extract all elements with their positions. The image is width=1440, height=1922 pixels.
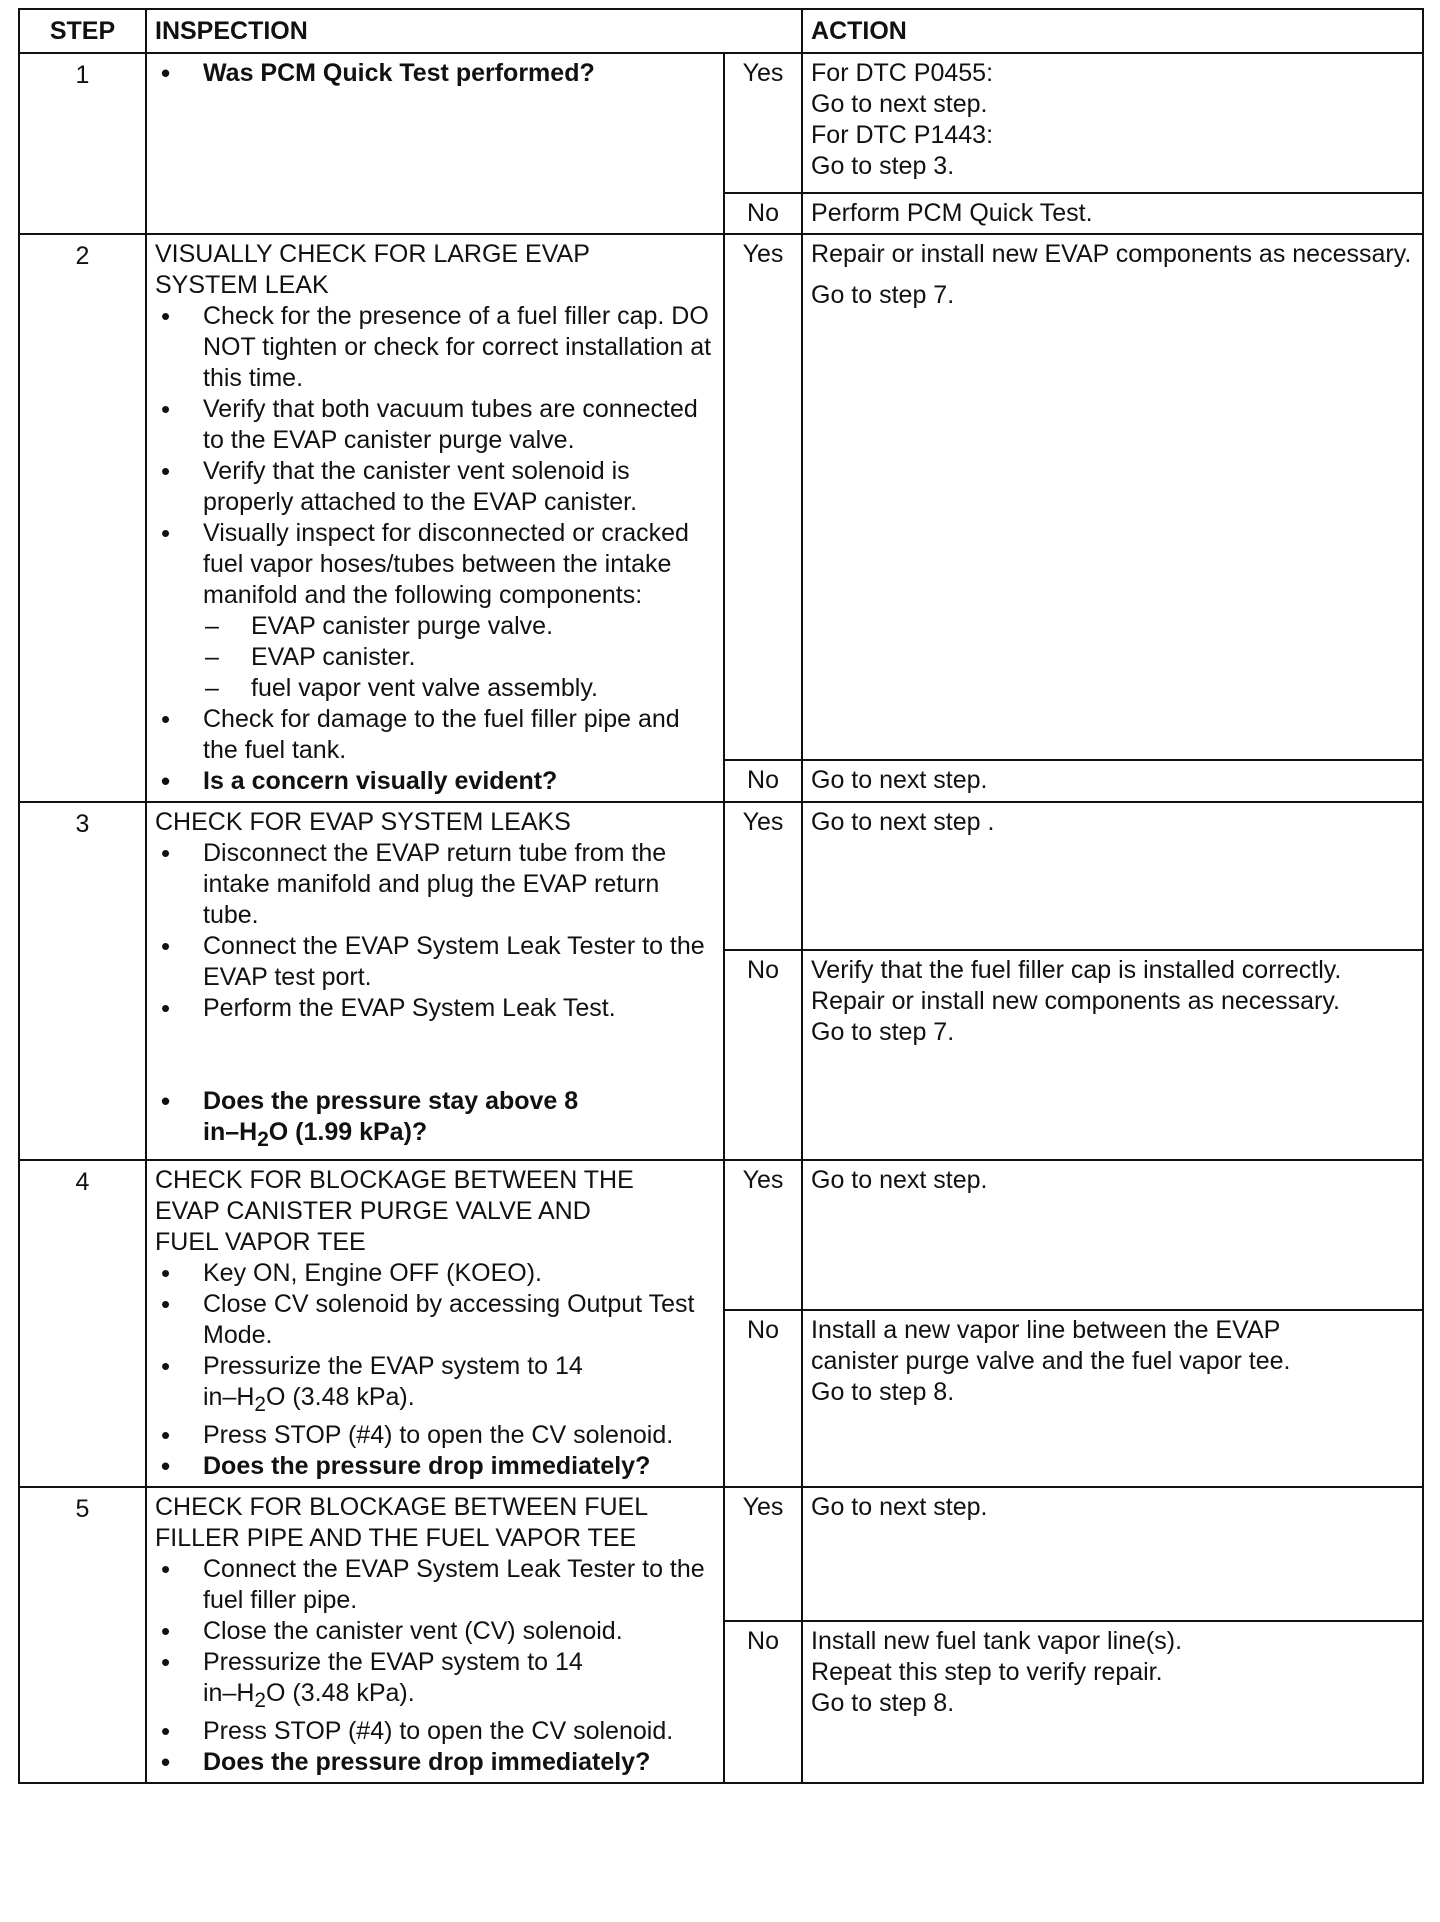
diagnostic-table bbox=[18, 8, 1424, 1784]
yes-action-cell bbox=[802, 234, 1423, 760]
no-label: No bbox=[724, 1621, 802, 1783]
unit-prefix: in–H bbox=[203, 1118, 258, 1146]
inspection-bullet bbox=[155, 1351, 715, 1420]
inspection-heading-line: CHECK FOR EVAP SYSTEM LEAKS bbox=[155, 808, 571, 836]
subscript-two: 2 bbox=[257, 1128, 269, 1151]
inspection-cell bbox=[146, 802, 724, 1160]
inspection-bullet: • Disconnect the EVAP return tube from the intake manifold and plug the EVAP return tube. bbox=[155, 838, 715, 931]
inspection-question: • Does the pressure drop immediately? bbox=[155, 1747, 715, 1778]
inspection-sub-item: – EVAP canister purge valve. bbox=[203, 611, 715, 642]
action-line: Repair or install new components as necessary. bbox=[811, 987, 1340, 1015]
spacer bbox=[155, 1024, 715, 1086]
step-number: 5 bbox=[19, 1487, 146, 1783]
inspection-heading-line: FUEL VAPOR TEE bbox=[155, 1228, 366, 1256]
no-action-cell bbox=[802, 193, 1423, 234]
yes-label: Yes bbox=[724, 802, 802, 950]
unit-prefix: in–H bbox=[203, 1679, 255, 1707]
inspection-bullet: • Key ON, Engine OFF (KOEO). bbox=[155, 1258, 715, 1289]
action-line: Go to step 8. bbox=[811, 1689, 955, 1717]
yes-action-cell bbox=[802, 802, 1423, 950]
yes-label: Yes bbox=[724, 1160, 802, 1310]
no-label: No bbox=[724, 760, 802, 802]
paragraph-gap bbox=[811, 270, 1414, 280]
action-line: Go to next step. bbox=[811, 1166, 988, 1194]
action-line: Perform PCM Quick Test. bbox=[811, 199, 1093, 227]
inspection-bullet bbox=[155, 1647, 715, 1716]
step-number: 4 bbox=[19, 1160, 146, 1487]
no-label: No bbox=[724, 193, 802, 234]
inspection-sub-item: – fuel vapor vent valve assembly. bbox=[203, 673, 715, 704]
header-inspection: INSPECTION bbox=[146, 9, 802, 53]
action-line: For DTC P0455: bbox=[811, 59, 994, 87]
table-row-step-3-yes bbox=[19, 802, 1423, 950]
inspection-bullet: • Perform the EVAP System Leak Test. bbox=[155, 993, 715, 1024]
unit-suffix: O (3.48 kPa). bbox=[266, 1383, 415, 1411]
unit-suffix: O (3.48 kPa). bbox=[266, 1679, 415, 1707]
action-line: Go to step 8. bbox=[811, 1378, 955, 1406]
action-line: Go to step 7. bbox=[811, 281, 955, 309]
action-line: Go to step 3. bbox=[811, 152, 955, 180]
action-line: Verify that the fuel filler cap is installed correctly. bbox=[811, 956, 1342, 984]
inspection-cell bbox=[146, 53, 724, 234]
inspection-heading-line: EVAP CANISTER PURGE VALVE AND bbox=[155, 1197, 591, 1225]
action-line: Go to next step. bbox=[811, 766, 988, 794]
action-line: Repeat this step to verify repair. bbox=[811, 1658, 1163, 1686]
yes-label: Yes bbox=[724, 234, 802, 760]
step-number: 3 bbox=[19, 802, 146, 1160]
action-line: Go to next step. bbox=[811, 1493, 988, 1521]
diagnostic-procedure-document bbox=[18, 8, 1422, 1784]
inspection-bullet: • Verify that both vacuum tubes are connected to the EVAP canister purge valve. bbox=[155, 394, 715, 456]
action-line: Go to step 7. bbox=[811, 1018, 955, 1046]
bullet-text: Pressurize the EVAP system to 14 bbox=[203, 1352, 583, 1380]
bullet-text: Pressurize the EVAP system to 14 bbox=[203, 1648, 583, 1676]
no-action-cell bbox=[802, 950, 1423, 1160]
inspection-bullet: • Connect the EVAP System Leak Tester to the fuel filler pipe. bbox=[155, 1554, 715, 1616]
inspection-bullet: • Check for the presence of a fuel filler cap. DO NOT tighten or check for correct installation at this time. bbox=[155, 301, 715, 394]
table-row-step-2-yes bbox=[19, 234, 1423, 760]
inspection-bullet: • Close CV solenoid by accessing Output Test Mode. bbox=[155, 1289, 715, 1351]
subscript-two: 2 bbox=[254, 1393, 267, 1416]
inspection-bullet: • Press STOP (#4) to open the CV solenoid. bbox=[155, 1420, 715, 1451]
action-line: Go to next step . bbox=[811, 808, 995, 836]
action-line: Go to next step. bbox=[811, 90, 988, 118]
header-action: ACTION bbox=[802, 9, 1423, 53]
subscript-two: 2 bbox=[254, 1689, 267, 1712]
yes-action-cell bbox=[802, 53, 1423, 193]
inspection-heading-line: SYSTEM LEAK bbox=[155, 271, 329, 299]
no-label: No bbox=[724, 950, 802, 1160]
no-action-cell bbox=[802, 760, 1423, 802]
action-line: Install new fuel tank vapor line(s). bbox=[811, 1627, 1183, 1655]
inspection-heading-line: VISUALLY CHECK FOR LARGE EVAP bbox=[155, 240, 590, 268]
inspection-bullet: • Press STOP (#4) to open the CV solenoid. bbox=[155, 1716, 715, 1747]
unit-prefix: in–H bbox=[203, 1383, 255, 1411]
inspection-bullet: • Connect the EVAP System Leak Tester to the EVAP test port. bbox=[155, 931, 715, 993]
inspection-bullet: • Close the canister vent (CV) solenoid. bbox=[155, 1616, 715, 1647]
inspection-sub-item: – EVAP canister. bbox=[203, 642, 715, 673]
yes-action-cell bbox=[802, 1160, 1423, 1310]
inspection-heading-line: FILLER PIPE AND THE FUEL VAPOR TEE bbox=[155, 1524, 637, 1552]
no-label: No bbox=[724, 1310, 802, 1487]
inspection-bullet: • Verify that the canister vent solenoid is properly attached to the EVAP canister. bbox=[155, 456, 715, 518]
inspection-question: • Was PCM Quick Test performed? bbox=[155, 58, 715, 89]
yes-action-cell bbox=[802, 1487, 1423, 1621]
inspection-cell bbox=[146, 1160, 724, 1487]
question-text: Does the pressure stay above 8 bbox=[203, 1087, 579, 1115]
table-row-step-5-yes bbox=[19, 1487, 1423, 1621]
step-number: 2 bbox=[19, 234, 146, 802]
yes-label: Yes bbox=[724, 53, 802, 193]
inspection-question: • Is a concern visually evident? bbox=[155, 766, 715, 797]
header-row bbox=[19, 9, 1423, 53]
inspection-bullet: • Check for damage to the fuel filler pipe and the fuel tank. bbox=[155, 704, 715, 766]
inspection-question: • Does the pressure drop immediately? bbox=[155, 1451, 715, 1482]
inspection-bullet bbox=[155, 518, 715, 704]
table-row-step-4-yes bbox=[19, 1160, 1423, 1310]
inspection-cell bbox=[146, 1487, 724, 1783]
inspection-question bbox=[155, 1086, 715, 1155]
action-line: Repair or install new EVAP components as necessary. bbox=[811, 240, 1412, 268]
inspection-bullet-text: Visually inspect for disconnected or cracked fuel vapor hoses/tubes between the intake manifold and the following components: bbox=[203, 519, 689, 609]
inspection-heading-line: CHECK FOR BLOCKAGE BETWEEN THE bbox=[155, 1166, 634, 1194]
header-step: STEP bbox=[19, 9, 146, 53]
table-row-step-1-yes bbox=[19, 53, 1423, 193]
action-line: canister purge valve and the fuel vapor tee. bbox=[811, 1347, 1291, 1375]
action-line: Install a new vapor line between the EVAP bbox=[811, 1316, 1281, 1344]
step-number: 1 bbox=[19, 53, 146, 234]
yes-label: Yes bbox=[724, 1487, 802, 1621]
unit-suffix: O (1.99 kPa)? bbox=[268, 1118, 428, 1146]
inspection-heading-line: CHECK FOR BLOCKAGE BETWEEN FUEL bbox=[155, 1493, 649, 1521]
no-action-cell bbox=[802, 1310, 1423, 1487]
no-action-cell bbox=[802, 1621, 1423, 1783]
action-line: For DTC P1443: bbox=[811, 121, 994, 149]
inspection-cell bbox=[146, 234, 724, 802]
